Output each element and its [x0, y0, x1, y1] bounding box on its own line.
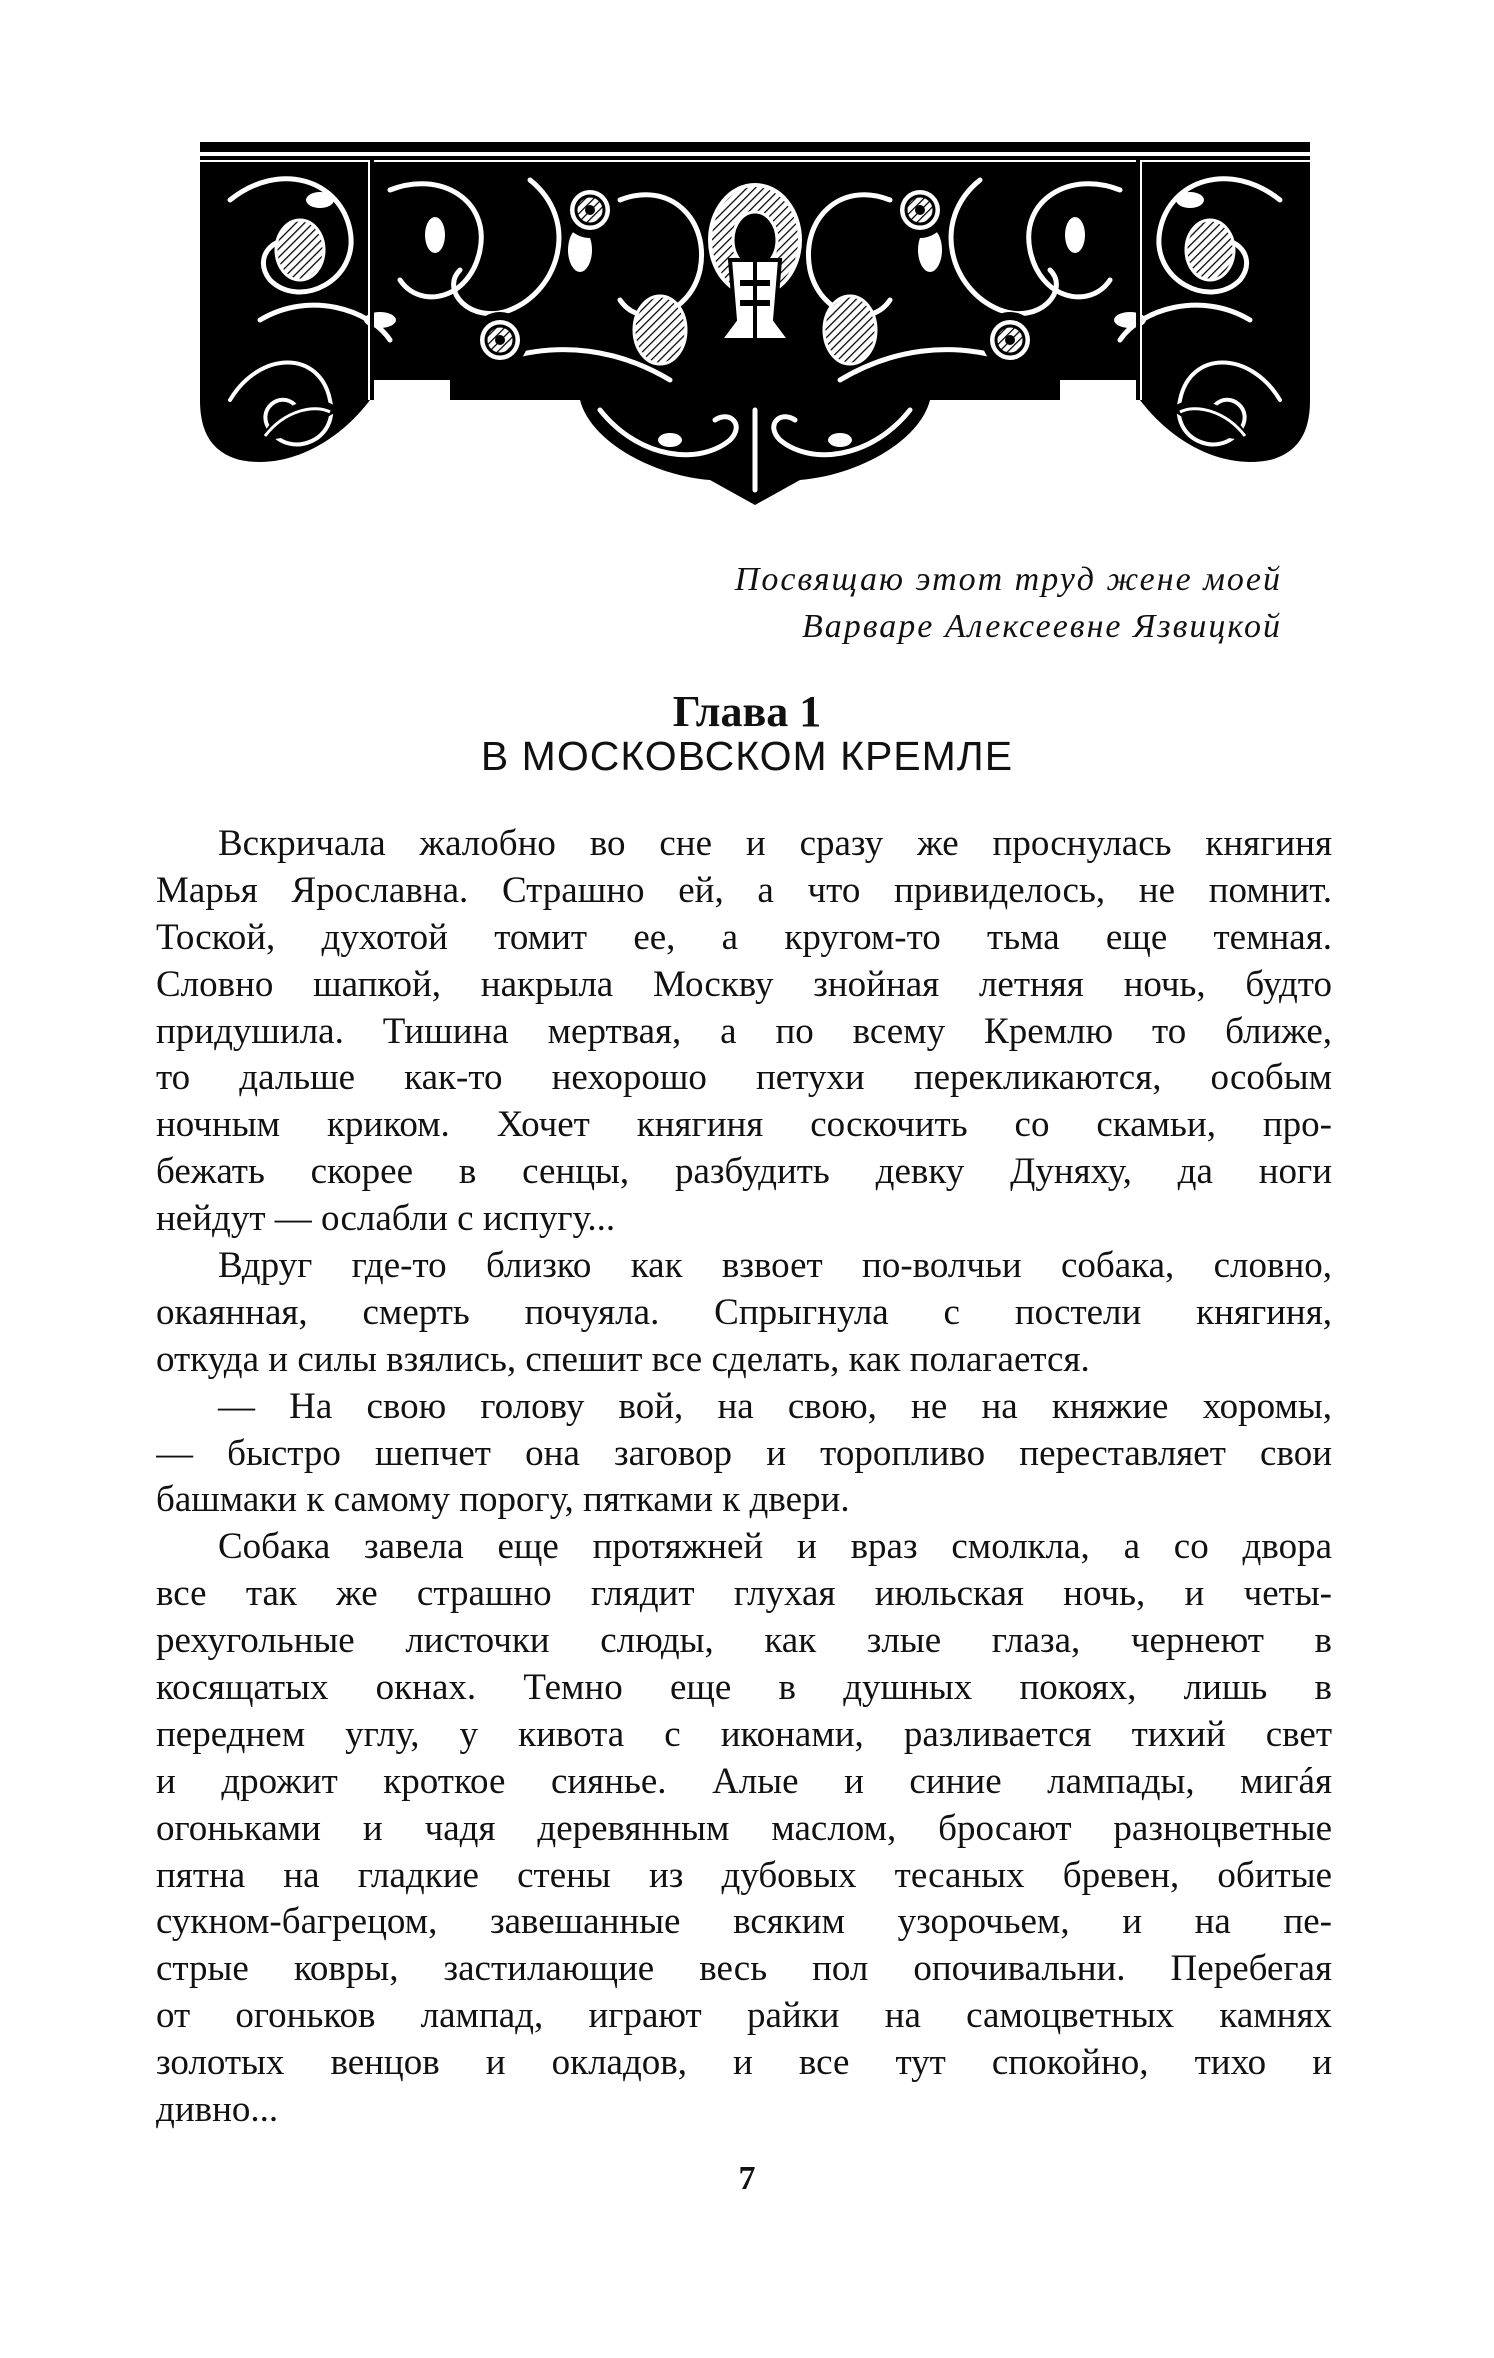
text-line: Марья Ярославна. Страшно ей, а что привиделось, не помнит.	[156, 869, 1332, 911]
text-line: рехугольные листочки слюды, как злые глаза, чернеют в	[156, 1620, 1332, 1662]
text-line: дивно...	[156, 2089, 279, 2131]
dedication-line: Варваре Алексеевне Язвицкой	[801, 608, 1282, 645]
text-line: Вскричала жалобно во сне и сразу же проснулась княгиня	[218, 823, 1332, 864]
text-line: пятна на гладкие стены из дубовых тесаных бревен, обитые	[156, 1854, 1332, 1896]
chapter-title: В МОСКОВСКОМ КРЕМЛЕ	[480, 733, 1014, 779]
text-line: придушила. Тишина мертвая, а по всему Кремлю то ближе,	[156, 1010, 1332, 1052]
floral-ornament-headpiece-icon	[200, 140, 1310, 510]
chapter-number: Глава 1	[672, 687, 822, 736]
dedication	[735, 556, 1282, 650]
text-line: и дрожит кроткое сиянье. Алые и синие лампады, мигáя	[156, 1760, 1332, 1802]
text-line: золотых венцов и окладов, и все тут спокойно, тихо и	[156, 2042, 1332, 2084]
text-line: Тоской, духотой томит ее, а кругом-то тьма еще темная.	[156, 916, 1332, 958]
text-line: нейдут — ослабли с испугу...	[156, 1198, 616, 1240]
text-line: бежать скорее в сенцы, разбудить девку Дуняху, да ноги	[156, 1151, 1332, 1193]
text-line: ночным криком. Хочет княгиня соскочить со скамьи, про-	[156, 1104, 1332, 1146]
body-text	[156, 821, 1332, 2134]
page-number: 7	[738, 2160, 756, 2197]
text-line: все так же страшно глядит глухая июльская ночь, и четы-	[156, 1573, 1332, 1615]
text-line: башмаки к самому порогу, пятками к двери.	[156, 1479, 850, 1521]
text-line: стрые ковры, застилающие весь пол опочивальни. Перебегая	[156, 1948, 1332, 1990]
text-line: Собака завела еще протяжней и враз смолкла, а со двора	[218, 1526, 1332, 1568]
text-line: от огоньков лампад, играют райки на самоцветных камнях	[156, 1995, 1332, 2037]
text-line: — быстро шепчет она заговор и торопливо переставляет свои	[156, 1432, 1332, 1474]
text-line: Словно шапкой, накрыла Москву знойная летняя ночь, будто	[156, 963, 1332, 1005]
text-line: окаянная, смерть почуяла. Спрыгнула с постели княгиня,	[156, 1291, 1332, 1333]
text-line: — На свою голову вой, на свою, не на княжие хоромы,	[218, 1385, 1332, 1427]
text-line: переднем углу, у кивота с иконами, разливается тихий свет	[156, 1713, 1332, 1755]
text-line: сукном-багрецом, завешанные всяким узорочьем, и на пе-	[156, 1901, 1332, 1943]
text-line: косящатых окнах. Темно еще в душных покоях, лишь в	[156, 1667, 1332, 1709]
text-line: огоньками и чадя деревянным маслом, бросают разноцветные	[156, 1807, 1332, 1849]
text-line: откуда и силы взялись, спешит все сделать, как полагается.	[156, 1338, 1090, 1380]
text-line: то дальше как-то нехорошо петухи перекликаются, особым	[156, 1057, 1332, 1099]
text-line: Вдруг где-то близко как взвоет по-волчьи собака, словно,	[218, 1245, 1332, 1287]
dedication-line: Посвящаю этот труд жене моей	[734, 561, 1282, 598]
